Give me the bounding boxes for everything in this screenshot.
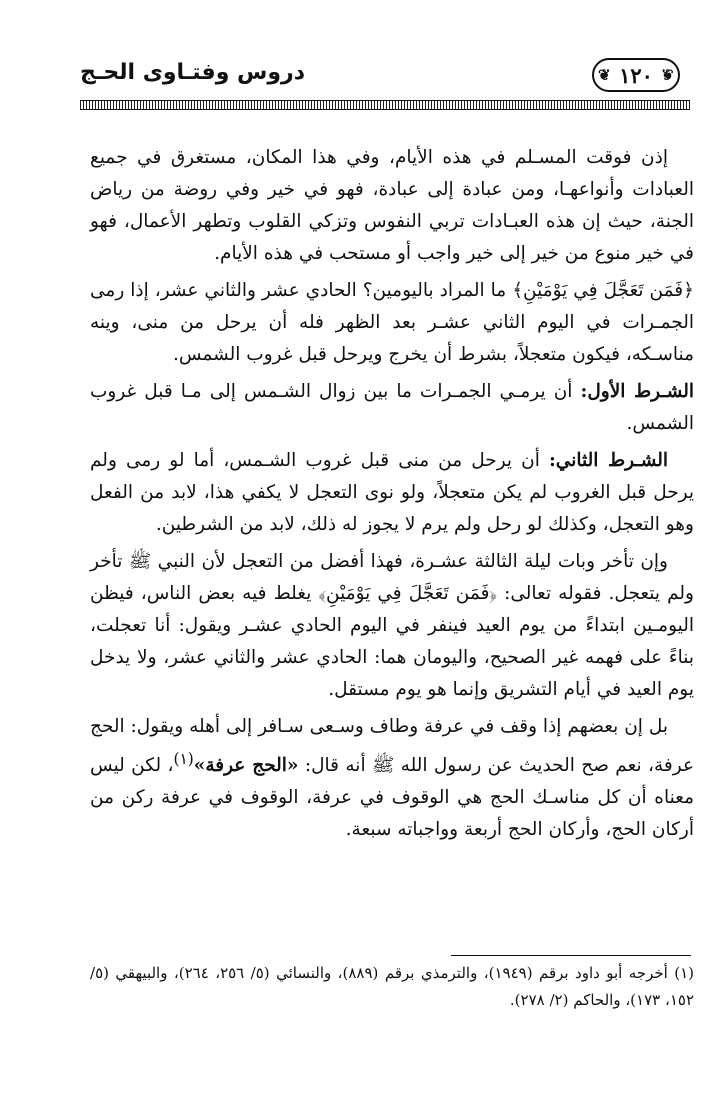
- paragraph-6: [90, 711, 694, 846]
- paragraph-3-text: أن يرمـي الجمـرات ما بين زوال الشـمس إلى مـا قبل غروب الشمس.: [90, 381, 694, 434]
- paragraph-5: [90, 546, 694, 706]
- paragraph-4: [90, 445, 694, 541]
- header-divider: [80, 100, 690, 110]
- paragraph-2-text: ما المراد باليومين؟ الحادي عشر والثاني عشر، إذا رمى الجمـرات في اليوم الثاني عشـر بعد الظهر فله أن يرحل من منى، وينه مناسـكه، فيكون متعجلاً، بشرط أن يخرج ويرحل قبل غروب الشمس.: [90, 280, 694, 365]
- quran-verse: ﴿فَمَن تَعَجَّلَ فِي يَوْمَيْنِ﴾: [512, 280, 694, 301]
- condition-one-label: الشـرط الأول:: [580, 381, 694, 402]
- paragraph-1: إذن فوقت المسـلم في هذه الأيام، وفي هذا المكان، مستغرق في جميع العبادات وأنواعهـا، ومن عبادة إلى عبادة، فهو في خير وفي روضة من رياض الجنة، حيث إن هذه العبـادات تربي النفوس وتزكي القلوب وتطهر الأعمال، فهو في خير منوع من خير إلى خير واجب أو مستحب في هذه الأيام.: [90, 147, 694, 264]
- paragraph-3: [90, 376, 694, 440]
- hadith-quote: «الحج عرفة»: [193, 755, 299, 777]
- quran-verse: ﴿فَمَن تَعَجَّلَ فِي يَوْمَيْنِ﴾: [318, 583, 498, 604]
- footnote-divider: [451, 955, 691, 956]
- footnotes: [90, 960, 694, 1014]
- footnote-1: (١) أخرجه أبو داود برقم (١٩٤٩)، والترمذي برقم (٨٨٩)، والنسائي (٥/ ٢٥٦، ٢٦٤)، والبيهقي (٥/ ١٥٢، ١٧٣)، والحاكم (٢/ ٢٧٨).: [90, 964, 695, 1009]
- page-number: ❦ ١٢٠: [619, 62, 653, 88]
- running-title: دروس وفتـاوى الحـج: [80, 60, 306, 85]
- paragraph-6-text-a: بل إن بعضهم إذا وقف في عرفة وطاف وسـعى سـافر إلى أهله ويقول: الحج عرفة، نعم صح الحديث عن رسول الله ﷺ أنه قال:: [90, 716, 695, 777]
- footnote-reference: (١): [173, 750, 194, 768]
- main-text: [90, 142, 694, 851]
- paragraph-6-text-b: ، لكن ليس معناه أن كل مناسـك الحج هي الوقوف في عرفة، الوقوف في عرفة ركن من أركان الحج، وأركان الحج أربعة وواجباته سبعة.: [90, 755, 694, 841]
- condition-two-label: الشـرط الثاني:: [548, 450, 669, 471]
- paragraph-5-text-b: يغلط فيه بعض الناس، فيظن اليومـين ابتداءً من يوم العيد فينفر في اليوم الحادي عشـر ويقول: أنا تعجلت، بناءً على فهمه غير الصحيح، واليومان هما: الحادي عشر والثاني عشر، ولا يدخل يوم العيد في أيام التشريق وإنما هو يوم مستقل.: [90, 583, 694, 700]
- page-number-badge: [592, 58, 680, 92]
- paragraph-5-text-a: وإن تأخر وبات ليلة الثالثة عشـرة، فهذا أفضل من التعجل لأن النبي ﷺ تأخر ولم يتعجل. فقوله تعالى:: [90, 551, 694, 604]
- page-header: [80, 58, 690, 98]
- paragraph-2: [90, 275, 694, 371]
- paragraph-4-text: أن يرحل من منى قبل غروب الشـمس، أما لو رمى ولم يرحل قبل الغروب لم يكن متعجلاً، ولو نوى التعجل لا يكفي هذا، لابد من الفعل وهو التعجل، وكذلك لو رحل ولم يرم لا يجوز له ذلك، لابد من الشرطين.: [90, 450, 694, 535]
